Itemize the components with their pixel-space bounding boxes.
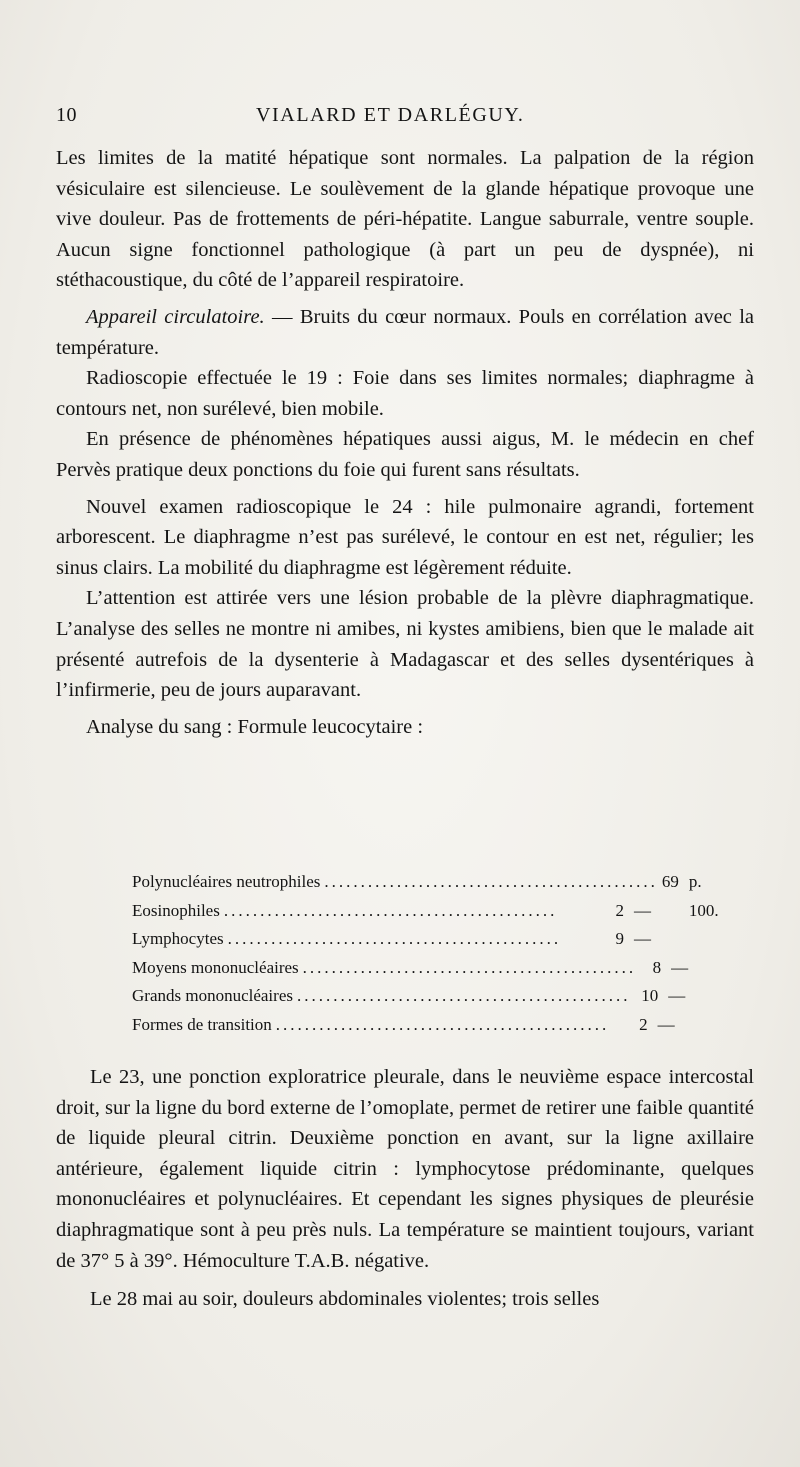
paragraph-circulatory-text: — Bruits du cœur normaux. Pouls en corrélation avec la température. [56,305,754,359]
page-header [56,104,756,134]
row-unit: — [634,929,651,948]
row-label: Moyens mononucléaires [132,957,299,977]
table-row [132,982,692,1011]
leader-dots: .............................................. [275,1014,610,1034]
row-value: 10 [641,986,659,1005]
paragraph-blood-analysis: Analyse du sang : Formule leucocytaire : [86,715,424,738]
row-label: Grands mononucléaires [132,986,293,1005]
italic-lead: Appareil circulatoire. [86,305,265,328]
leader-dots: .............................................. [227,929,562,948]
main-text-continued [56,1062,754,1315]
row-label: Polynucléaires neutrophiles [132,872,321,891]
row-value: 8 [652,957,662,977]
row-unit: — [634,900,651,920]
page-number: 10 [56,104,77,126]
leucocyte-table [132,868,719,1039]
leader-dots: .............................................. [324,872,658,891]
paragraph-attention: L’attention est attirée vers une lésion probable de la plèvre diaphragmatique. L’analyse des selles ne montre ni amibes, ni kystes amibiens, bien que le malade ait présenté autrefois de la dysenterie à Madagascar et des selles dysentériques à l’infirmerie, peu de jours auparavant. [56,587,754,702]
row-label: Formes de transition [132,1014,272,1034]
row-unit: — [668,986,686,1005]
paragraph-liver-exam: Les limites de la matité hépatique sont normales. La palpation de la région vésiculaire est silencieuse. Le soulèvement de la glande hépatique provoque une vive douleur. Pas de frottements de péri-hépatite. Langue saburrale, ventre souple. Aucun signe fonctionnel pathologique (à part un peu de dyspnée), ni stéthacoustique, du côté de l’appareil respiratoire. [56,147,754,292]
paragraph-punctures: En présence de phénomènes hépatiques aussi aigus, M. le médecin en chef Pervès pratique deux ponctions du foie qui furent sans résultats. [56,428,754,481]
paragraph-radioscopy: Radioscopie effectuée le 19 : Foie dans ses limites normales; diaphragme à contours net, non surélevé, bien mobile. [56,367,754,420]
row-value: 2 [615,900,624,920]
row-unit: p. 100. [688,872,719,920]
table-row [132,1011,692,1040]
main-text [56,143,754,742]
paragraph-pleural-puncture: Le 23, une ponction exploratrice pleurale, dans le neuvième espace intercostal droit, sur la ligne du bord externe de l’omoplate, permet de retirer une faible quantité de liquide pleural citrin. Deuxième ponction en avant, sur la ligne axillaire antérieure, également liquide citrin : lymphocytose prédominante, quelques mononucléaires et polynucléaires. Et cependant les signes physiques de pleurésie diaphragmatique sont à peu près nuls. La température se maintient toujours, variant de 37° 5 à 39°. Hémoculture T.A.B. négative. [56,1066,754,1272]
row-unit: — [657,1014,675,1034]
table-row [132,897,692,926]
table-row [132,925,692,954]
paragraph-second-radioscopy: Nouvel examen radioscopique le 24 : hile pulmonaire agrandi, fortement arborescent. Le diaphragme n’est pas surélevé, le contour en est net, régulier; les sinus clairs. La mobilité du diaphragme est légèrement réduite. [56,495,754,579]
table-row [132,954,692,983]
leader-dots: .............................................. [302,957,637,977]
running-title: VIALARD ET DARLÉGUY. [256,104,525,126]
leader-dots: .............................................. [296,986,631,1005]
row-value: 69 [661,872,679,891]
row-value: 2 [639,1014,648,1034]
paragraph-may-28: Le 28 mai au soir, douleurs abdominales violentes; trois selles [90,1288,600,1311]
row-value: 9 [615,929,624,948]
row-label: Eosinophiles [132,900,220,920]
paragraph-circulatory [56,302,754,363]
row-unit: — [671,957,689,977]
row-label: Lymphocytes [132,929,224,948]
leader-dots: .............................................. [223,900,558,920]
